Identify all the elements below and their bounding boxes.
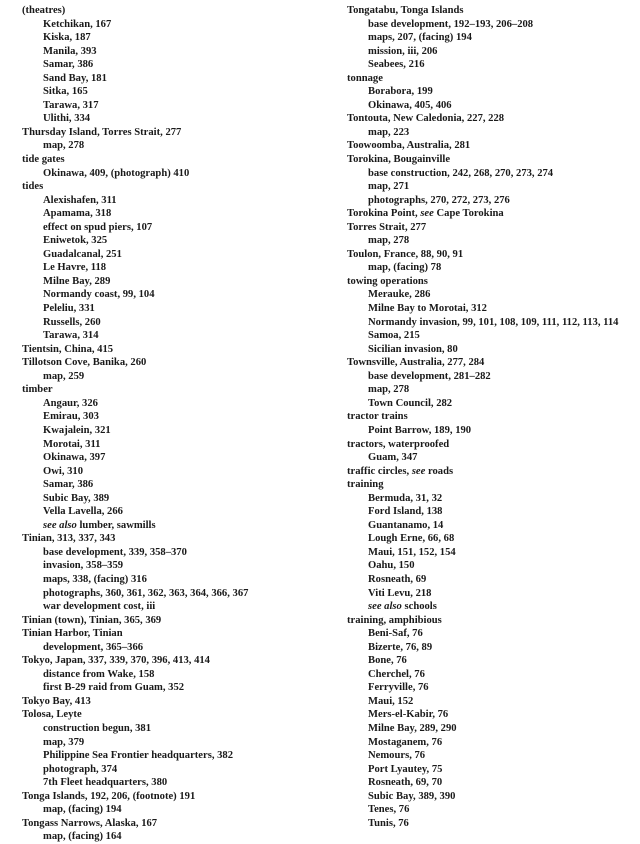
entry-text: Townsville, Australia, 277, 284 — [347, 357, 485, 369]
index-entry — [347, 410, 637, 424]
index-subentry — [22, 803, 322, 817]
index-subentry — [22, 424, 322, 438]
entry-text: base development, 192–193, 206–208 — [368, 18, 534, 30]
entry-text: base development, 339, 358–370 — [43, 546, 187, 558]
entry-text: war development cost, iii — [43, 601, 156, 613]
index-subentry — [22, 776, 322, 790]
index-subentry — [22, 316, 322, 330]
index-subentry — [347, 234, 637, 248]
index-entry — [347, 139, 637, 153]
entry-text: photographs, 360, 361, 362, 363, 364, 366, 367 — [43, 587, 249, 599]
index-entry — [22, 180, 322, 194]
index-subentry — [22, 72, 322, 86]
index-subentry — [22, 45, 322, 59]
index-entry — [347, 112, 637, 126]
index-entry — [22, 343, 322, 357]
entry-text: Toulon, France, 88, 90, 91 — [347, 248, 464, 260]
entry-text: Torokina, Bougainville — [347, 154, 451, 166]
entry-text: mission, iii, 206 — [368, 45, 438, 57]
entry-text: Le Havre, 118 — [43, 262, 107, 274]
entry-text: Subic Bay, 389, 390 — [368, 790, 456, 802]
index-subentry — [22, 763, 322, 777]
cross-reference-label: see also — [43, 519, 77, 531]
entry-text: photographs, 270, 272, 273, 276 — [368, 194, 510, 206]
entry-text: Milne Bay, 289 — [43, 275, 111, 287]
index-subentry — [22, 519, 322, 533]
entry-text: Bermuda, 31, 32 — [368, 492, 443, 504]
index-subentry — [347, 776, 637, 790]
entry-text: maps, 338, (facing) 316 — [43, 573, 147, 585]
entry-text: Kiska, 187 — [43, 32, 91, 44]
index-subentry — [22, 641, 322, 655]
entry-text: Milne Bay to Morotai, 312 — [368, 303, 487, 315]
entry-text: Eniwetok, 325 — [43, 235, 108, 247]
index-subentry — [22, 167, 322, 181]
entry-text: map, (facing) 164 — [43, 831, 122, 843]
entry-text: Sitka, 165 — [43, 86, 88, 98]
index-entry — [347, 614, 637, 628]
entry-text: Tokyo, Japan, 337, 339, 370, 396, 413, 414 — [22, 655, 210, 667]
entry-text: 7th Fleet headquarters, 380 — [43, 777, 168, 789]
index-subentry — [22, 492, 322, 506]
entry-text: Vella Lavella, 266 — [43, 506, 123, 518]
entry-text: Borabora, 199 — [368, 86, 433, 98]
entry-text: Thursday Island, Torres Strait, 277 — [22, 126, 182, 138]
index-subentry — [347, 424, 637, 438]
index-entry — [347, 221, 637, 235]
index-subentry — [22, 221, 322, 235]
index-subentry — [347, 383, 637, 397]
entry-text: photograph, 374 — [43, 763, 118, 775]
index-entry — [347, 153, 637, 167]
index-subentry — [347, 18, 637, 32]
entry-text: Philippine Sea Frontier headquarters, 382 — [43, 750, 234, 762]
entry-text: map, 379 — [43, 736, 85, 748]
index-subentry — [22, 18, 322, 32]
entry-text: Beni-Saf, 76 — [368, 628, 423, 640]
entry-text: towing operations — [347, 275, 428, 287]
entry-text: Emirau, 303 — [43, 411, 99, 423]
entry-text: Tontouta, New Caledonia, 227, 228 — [347, 113, 505, 125]
entry-text: Mers-el-Kabir, 76 — [368, 709, 449, 721]
entry-text: Tientsin, China, 415 — [22, 343, 114, 355]
index-subentry — [347, 722, 637, 736]
index-subentry — [347, 194, 637, 208]
index-entry — [22, 627, 322, 641]
index-subentry — [347, 573, 637, 587]
index-entry — [22, 356, 322, 370]
cross-reference-label: see also — [368, 601, 402, 613]
entry-text: Maui, 152 — [368, 695, 414, 707]
index-subentry — [22, 329, 322, 343]
index-subentry — [347, 126, 637, 140]
index-subentry — [347, 803, 637, 817]
index-column-right — [347, 4, 637, 830]
entry-text: Samoa, 215 — [368, 330, 420, 342]
index-subentry — [22, 749, 322, 763]
index-subentry — [347, 600, 637, 614]
cross-reference-target: roads — [425, 465, 454, 477]
entry-text: map, (facing) 194 — [43, 804, 122, 816]
index-subentry — [347, 708, 637, 722]
entry-text: Guantanamo, 14 — [368, 519, 444, 531]
entry-text: Manila, 393 — [43, 45, 97, 57]
entry-text: Normandy invasion, 99, 101, 108, 109, 111, 112, 113, 114 — [368, 316, 619, 328]
index-entry — [347, 478, 637, 492]
entry-text: construction begun, 381 — [43, 722, 152, 734]
index-entry — [347, 248, 637, 262]
index-subentry — [347, 397, 637, 411]
entry-text: Tunis, 76 — [368, 817, 409, 829]
entry-text: Samar, 386 — [43, 59, 94, 71]
entry-text: training — [347, 479, 384, 491]
index-subentry — [347, 31, 637, 45]
entry-text: Viti Levu, 218 — [368, 587, 432, 599]
index-subentry — [347, 261, 637, 275]
index-entry — [347, 438, 637, 452]
index-entry — [22, 383, 322, 397]
entry-text: base development, 281–282 — [368, 370, 491, 382]
cross-reference-target: lumber, sawmills — [76, 519, 156, 531]
entry-text: Ulithi, 334 — [43, 113, 91, 125]
entry-text: Samar, 386 — [43, 479, 94, 491]
entry-text: Milne Bay, 289, 290 — [368, 722, 457, 734]
index-subentry — [347, 329, 637, 343]
index-entry — [22, 654, 322, 668]
index-subentry — [347, 288, 637, 302]
entry-text: Mostaganem, 76 — [368, 736, 443, 748]
entry-text: Peleliu, 331 — [43, 303, 95, 315]
entry-text: map, 271 — [368, 181, 410, 193]
entry-text: Tongatabu, Tonga Islands — [347, 5, 464, 16]
entry-text: tide gates — [22, 154, 65, 166]
index-subentry — [347, 559, 637, 573]
index-subentry — [22, 830, 322, 844]
index-subentry — [22, 85, 322, 99]
entry-text: Ketchikan, 167 — [43, 18, 112, 30]
index-subentry — [347, 749, 637, 763]
entry-text: Torres Strait, 277 — [347, 221, 427, 233]
index-entry — [347, 356, 637, 370]
entry-text: map, 223 — [368, 126, 410, 138]
index-entry — [22, 4, 322, 18]
entry-text: Cherchel, 76 — [368, 668, 425, 680]
index-entry — [22, 532, 322, 546]
entry-text: Torokina Point, — [347, 208, 421, 220]
index-subentry — [347, 302, 637, 316]
entry-text: Normandy coast, 99, 104 — [43, 289, 155, 301]
index-subentry — [347, 505, 637, 519]
entry-text: Tarawa, 314 — [43, 330, 99, 342]
entry-text: Kwajalein, 321 — [43, 424, 111, 436]
index-subentry — [22, 99, 322, 113]
index-subentry — [22, 275, 322, 289]
entry-text: Maui, 151, 152, 154 — [368, 546, 456, 558]
index-subentry — [22, 587, 322, 601]
index-subentry — [22, 194, 322, 208]
index-subentry — [22, 681, 322, 695]
index-subentry — [22, 600, 322, 614]
index-subentry — [22, 451, 322, 465]
index-subentry — [22, 139, 322, 153]
entry-text: Nemours, 76 — [368, 750, 426, 762]
index-subentry — [22, 234, 322, 248]
index-subentry — [347, 85, 637, 99]
index-subentry — [22, 465, 322, 479]
index-subentry — [347, 654, 637, 668]
index-entry — [347, 465, 637, 479]
index-subentry — [347, 316, 637, 330]
index-subentry — [347, 180, 637, 194]
entry-text: Morotai, 311 — [43, 438, 101, 450]
index-subentry — [347, 532, 637, 546]
index-subentry — [347, 695, 637, 709]
entry-text: Town Council, 282 — [368, 397, 453, 409]
index-subentry — [22, 288, 322, 302]
index-subentry — [347, 817, 637, 831]
entry-text: Okinawa, 405, 406 — [368, 99, 452, 111]
index-entry — [22, 790, 322, 804]
index-subentry — [347, 167, 637, 181]
index-subentry — [347, 58, 637, 72]
index-subentry — [347, 587, 637, 601]
entry-text: Owi, 310 — [43, 465, 84, 477]
entry-text: Subic Bay, 389 — [43, 492, 110, 504]
index-column-left — [22, 4, 322, 844]
entry-text: Tongass Narrows, Alaska, 167 — [22, 817, 158, 829]
entry-text: Bone, 76 — [368, 655, 407, 667]
entry-text: Guam, 347 — [368, 452, 418, 464]
entry-text: Ferryville, 76 — [368, 682, 429, 694]
entry-text: tonnage — [347, 72, 383, 84]
index-entry — [22, 817, 322, 831]
entry-text: traffic circles, — [347, 465, 412, 477]
index-subentry — [22, 397, 322, 411]
entry-text: Russells, 260 — [43, 316, 101, 328]
index-subentry — [347, 790, 637, 804]
index-entry — [22, 695, 322, 709]
index-subentry — [347, 99, 637, 113]
index-subentry — [22, 31, 322, 45]
entry-text: Angaur, 326 — [43, 397, 98, 409]
index-subentry — [22, 207, 322, 221]
cross-reference-target: schools — [401, 601, 437, 613]
index-subentry — [22, 112, 322, 126]
entry-text: Tinian, 313, 337, 343 — [22, 533, 116, 545]
entry-text: (theatres) — [22, 5, 66, 16]
entry-text: tractors, waterproofed — [347, 438, 450, 450]
entry-text: Seabees, 216 — [368, 59, 425, 71]
entry-text: Tinian (town), Tinian, 365, 369 — [22, 614, 162, 626]
entry-text: Point Barrow, 189, 190 — [368, 424, 472, 436]
entry-text: Tillotson Cove, Banika, 260 — [22, 357, 147, 369]
cross-reference-label: see — [411, 465, 426, 477]
index-entry — [22, 126, 322, 140]
entry-text: map, 278 — [368, 384, 410, 396]
entry-text: invasion, 358–359 — [43, 560, 124, 572]
index-subentry — [347, 451, 637, 465]
entry-text: Rosneath, 69 — [368, 573, 427, 585]
cross-reference-label: see — [420, 208, 434, 220]
entry-text: Toowoomba, Australia, 281 — [347, 140, 471, 152]
index-subentry — [347, 668, 637, 682]
entry-text: tides — [22, 181, 44, 193]
entry-text: Apamama, 318 — [43, 208, 112, 220]
entry-text: Bizerte, 76, 89 — [368, 641, 433, 653]
entry-text: Sicilian invasion, 80 — [368, 343, 458, 355]
entry-text: Lough Erne, 66, 68 — [368, 533, 455, 545]
entry-text: Tolosa, Leyte — [22, 709, 82, 721]
index-entry — [347, 207, 637, 221]
index-subentry — [22, 505, 322, 519]
entry-text: training, amphibious — [347, 614, 442, 626]
entry-text: Tarawa, 317 — [43, 99, 99, 111]
index-subentry — [22, 261, 322, 275]
index-subentry — [347, 641, 637, 655]
entry-text: Tonga Islands, 192, 206, (footnote) 191 — [22, 790, 196, 802]
entry-text: Merauke, 286 — [368, 289, 431, 301]
index-entry — [347, 4, 637, 18]
index-subentry — [22, 559, 322, 573]
index-entry — [347, 275, 637, 289]
index-entry — [22, 153, 322, 167]
entry-text: first B-29 raid from Guam, 352 — [43, 682, 185, 694]
index-entry — [22, 614, 322, 628]
entry-text: tractor trains — [347, 411, 408, 423]
cross-reference-target: Cape Torokina — [433, 208, 504, 220]
index-subentry — [22, 438, 322, 452]
entry-text: maps, 207, (facing) 194 — [368, 32, 472, 44]
index-subentry — [347, 763, 637, 777]
entry-text: Tenes, 76 — [368, 804, 410, 816]
entry-text: Okinawa, 397 — [43, 452, 106, 464]
entry-text: map, 259 — [43, 370, 85, 382]
index-subentry — [347, 546, 637, 560]
index-entry — [22, 708, 322, 722]
entry-text: Rosneath, 69, 70 — [368, 777, 443, 789]
entry-text: effect on spud piers, 107 — [43, 221, 153, 233]
entry-text: Oahu, 150 — [368, 560, 415, 572]
entry-text: map, (facing) 78 — [368, 262, 442, 274]
index-subentry — [22, 668, 322, 682]
index-subentry — [22, 410, 322, 424]
index-subentry — [22, 736, 322, 750]
entry-text: Alexishafen, 311 — [43, 194, 117, 206]
entry-text: Ford Island, 138 — [368, 506, 443, 518]
index-subentry — [22, 302, 322, 316]
entry-text: Port Lyautey, 75 — [368, 763, 443, 775]
index-subentry — [347, 519, 637, 533]
index-subentry — [347, 370, 637, 384]
entry-text: Tinian Harbor, Tinian — [22, 628, 123, 640]
index-subentry — [347, 681, 637, 695]
entry-text: Sand Bay, 181 — [43, 72, 107, 84]
index-subentry — [22, 478, 322, 492]
index-subentry — [22, 370, 322, 384]
entry-text: map, 278 — [368, 235, 410, 247]
entry-text: base construction, 242, 268, 270, 273, 274 — [368, 167, 554, 179]
entry-text: map, 278 — [43, 140, 85, 152]
index-subentry — [347, 45, 637, 59]
index-subentry — [347, 492, 637, 506]
index-subentry — [22, 248, 322, 262]
entry-text: Okinawa, 409, (photograph) 410 — [43, 167, 190, 179]
index-subentry — [347, 343, 637, 357]
entry-text: distance from Wake, 158 — [43, 668, 155, 680]
entry-text: timber — [22, 384, 53, 396]
index-subentry — [22, 573, 322, 587]
entry-text: development, 365–366 — [43, 641, 144, 653]
index-subentry — [22, 546, 322, 560]
entry-text: Guadalcanal, 251 — [43, 248, 122, 260]
index-subentry — [22, 722, 322, 736]
entry-text: Tokyo Bay, 413 — [22, 695, 91, 707]
index-subentry — [347, 627, 637, 641]
index-subentry — [347, 736, 637, 750]
index-entry — [347, 72, 637, 86]
index-subentry — [22, 58, 322, 72]
